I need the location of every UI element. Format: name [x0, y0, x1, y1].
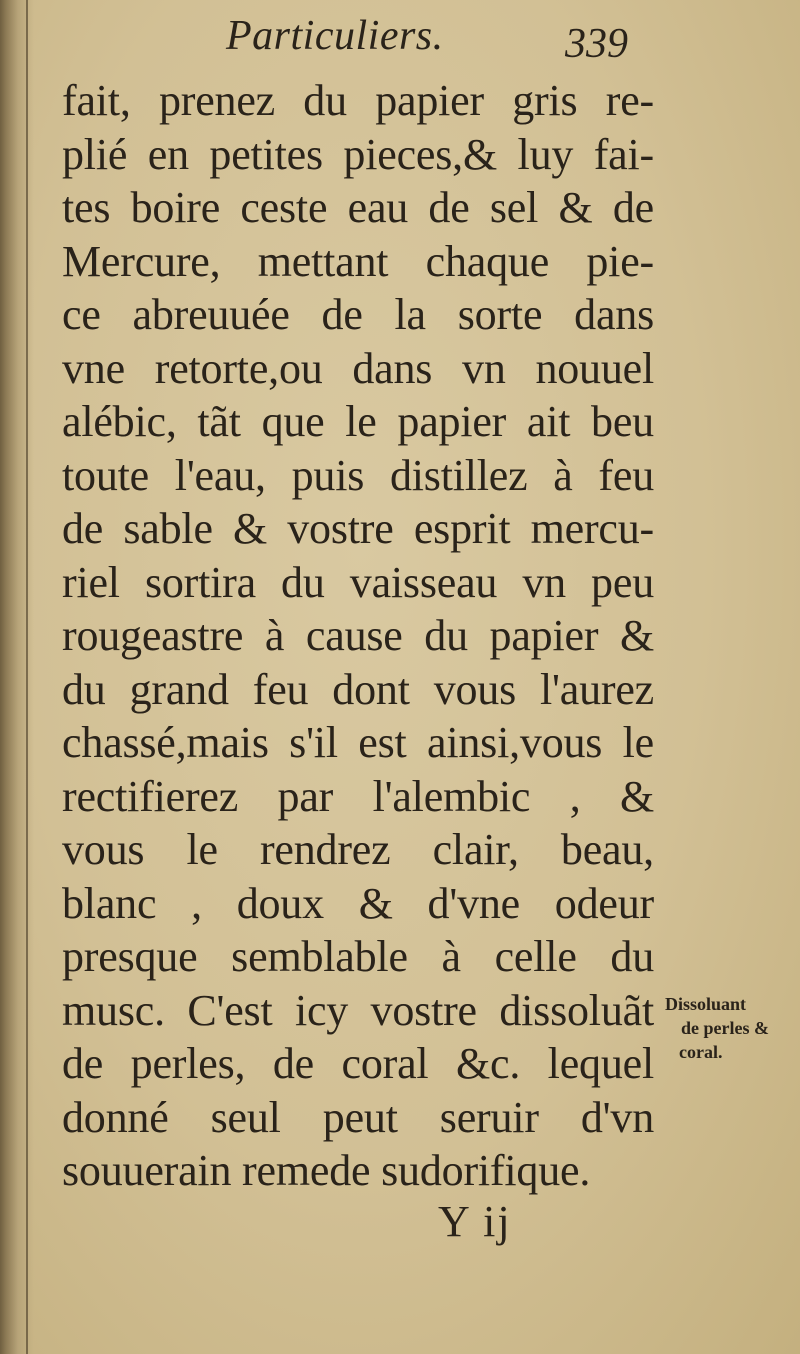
text-line: tes boire ceste eau de sel & de: [62, 183, 654, 232]
text-line: de sable & vostre esprit mercu-: [62, 504, 654, 553]
text-line: vous le rendrez clair, beau,: [62, 825, 654, 874]
text-line: du grand feu dont vous l'aurez: [62, 664, 654, 714]
text-line: Mercure, mettant chaque pie-: [62, 236, 654, 286]
running-title: Particuliers.: [226, 13, 444, 59]
text-line: donné seul peut seruir d'vn: [62, 1092, 654, 1142]
text-line: rectifierez par l'alembic , &: [62, 771, 654, 821]
text-line: vne retorte,ou dans vn nouuel: [62, 343, 654, 393]
binding-gutter: [0, 0, 34, 1354]
text-line: musc. C'est icy vostre dissoluãt: [62, 985, 654, 1035]
marginal-note-line: coral.: [679, 1042, 723, 1062]
text-line: fait, prenez du papier gris re-: [62, 76, 654, 125]
text-line: de perles, de coral &c. lequel: [62, 1039, 654, 1088]
text-line: blanc , doux & d'vne odeur: [62, 878, 654, 928]
text-line: plié en petites pieces,& luy fai-: [62, 129, 654, 179]
page-header: [0, 8, 800, 68]
marginal-note: [661, 992, 797, 1064]
text-line: toute l'eau, puis distillez à feu: [62, 450, 654, 500]
signature-mark: Y ij: [438, 1197, 512, 1246]
body-text: [62, 74, 654, 1198]
marginal-note-line: Dissoluant: [665, 994, 747, 1014]
text-line: souuerain remede sudorifique.: [62, 1146, 591, 1195]
text-line: rougeastre à cause du papier &: [62, 611, 654, 660]
marginal-note-line: de perles &: [681, 1018, 769, 1038]
text-line: ce abreuuée de la sorte dans: [62, 290, 654, 339]
text-line: riel sortira du vaisseau vn peu: [62, 557, 654, 607]
gutter-fold-line: [26, 0, 28, 1354]
text-line: chassé,mais s'il est ainsi,vous le: [62, 718, 654, 767]
text-line: presque semblable à celle du: [62, 932, 654, 981]
text-line: alébic, tãt que le papier ait beu: [62, 397, 654, 446]
page-number: 339: [565, 21, 628, 67]
